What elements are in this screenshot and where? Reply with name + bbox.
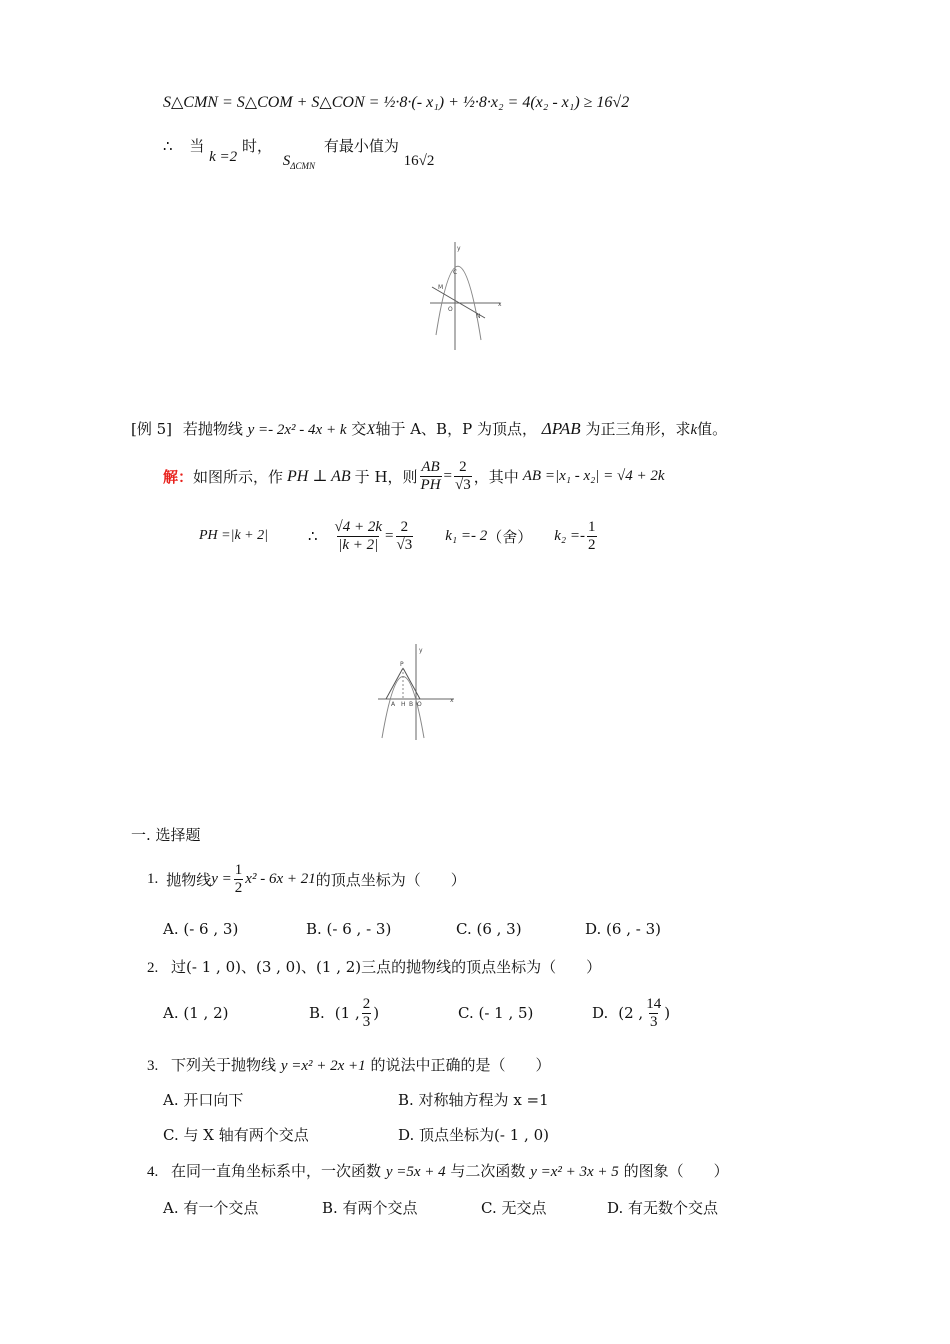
x-axis-label: x — [450, 697, 454, 704]
q3-equation: y =x² + 2x +1 — [280, 1058, 366, 1074]
point-o-label: O — [417, 701, 422, 708]
min-value: 16√2 — [403, 153, 435, 169]
ratio-value: $\frac{2}{√3}$ — [455, 458, 471, 493]
ph-expression: PH =|k + 2| — [199, 528, 268, 543]
q3-option-b[interactable]: B. 对称轴方程为 x =1 — [398, 1091, 549, 1109]
point-a-label: A — [391, 701, 396, 708]
question-number: 2. — [147, 960, 159, 976]
equation-value: $\frac{2}{√3}$ — [396, 518, 413, 553]
therefore-symbol: ∴ — [307, 527, 318, 545]
example-label: [例 5] — [131, 420, 173, 438]
therefore-symbol: ∴ — [163, 137, 173, 155]
figure-parabola-pab — [376, 640, 458, 742]
x-axis-label: x — [498, 301, 502, 308]
ratio-ab-ph: $\frac{AB}{PH}$ — [420, 458, 441, 493]
point-b-label: B — [409, 701, 414, 708]
section-title: 一. 选择题 — [131, 826, 201, 844]
equation-fraction: $\frac{√4 + 2k}{|k + 2|}$ — [334, 518, 383, 553]
k1-solution: k₁ =- 2 — [445, 527, 488, 544]
parabola-equation: y =- 2x² - 4x + k — [247, 422, 347, 438]
question-number: 4. — [147, 1164, 159, 1180]
q2-option-d[interactable]: D. (2 , $\frac{14}{3}$ ) — [592, 995, 671, 1030]
y-axis-label: y — [457, 245, 461, 252]
figure-parabola-cmn — [428, 240, 503, 352]
q3-option-d[interactable]: D. 顶点坐标为(- 1 , 0) — [398, 1126, 549, 1144]
triangle-pab: ΔPAB — [541, 419, 581, 438]
half-fraction: $\frac{1}{2}$ — [234, 861, 243, 896]
when-text: 当 — [189, 137, 205, 155]
point-n-label: N — [476, 313, 481, 320]
q1-option-c[interactable]: C. (6 , 3) — [456, 920, 522, 938]
solution-line-2: PH =|k + 2| ∴ $\frac{√4 + 2k}{|k + 2|}$ = $\frac{2}{√3}$ k₁ =- 2 （舍） k₂ =- $\frac{1}{2}$ — [199, 518, 596, 553]
k1-rejected-note: （舍） — [487, 527, 533, 546]
has-min-text: 有最小值为 — [323, 137, 399, 155]
q3-option-a[interactable]: A. 开口向下 — [163, 1091, 244, 1109]
q4-quadratic-eq: y =x² + 3x + 5 — [530, 1164, 619, 1180]
k-condition: k =2 — [209, 149, 238, 165]
solution-line-1: 解： 如图所示，作 PH ⊥ AB 于 H，则 $\frac{AB}{PH}$ = $\frac{2}{√3}$ ，其中 AB =|x₁ - x₂| = √4 + 2k — [163, 458, 665, 493]
question-number: 3. — [147, 1058, 159, 1074]
q1-option-a[interactable]: A. (- 6 , 3) — [163, 920, 239, 938]
point-p-label: P — [400, 661, 404, 668]
k2-solution: k₂ =- — [554, 527, 585, 544]
q2-option-a[interactable]: A. (1 , 2) — [163, 1004, 229, 1022]
side-pb — [403, 668, 420, 699]
y-axis-label: y — [419, 647, 423, 654]
min-conclusion-line — [163, 135, 435, 171]
q1-option-b[interactable]: B. (- 6 , - 3) — [306, 920, 392, 938]
perpendicular-expr: PH ⊥ AB — [287, 468, 351, 485]
point-o-label: O — [448, 306, 453, 313]
q4-option-a[interactable]: A. 有一个交点 — [163, 1199, 259, 1217]
q1-equation: x² - 6x + 21 — [245, 870, 316, 887]
ab-expression: AB =|x₁ - x₂| = √4 + 2k — [522, 467, 665, 484]
q2-option-b[interactable]: B. (1 , $\frac{2}{3}$ ) — [309, 995, 380, 1030]
q3-option-c[interactable]: C. 与 X 轴有两个交点 — [163, 1126, 309, 1144]
q4-option-d[interactable]: D. 有无数个交点 — [607, 1199, 719, 1217]
q4-option-c[interactable]: C. 无交点 — [481, 1199, 547, 1217]
q2-option-c[interactable]: C. (- 1 , 5) — [458, 1004, 534, 1022]
question-1: 1. 抛物线 y = $\frac{1}{2}$ x² - 6x + 21 的顶点坐标为（ ） — [147, 861, 466, 896]
point-h-label: H — [401, 701, 406, 708]
question-2: 2. 过(- 1 , 0)、(3 , 0)、(1 , 2)三点的抛物线的顶点坐标为（ ） — [147, 958, 602, 976]
s-cmn: $S_{\Delta CMN}$ — [282, 153, 316, 171]
solution-label: 解： — [163, 467, 194, 486]
example5-problem: [例 5] 若抛物线 y =- 2x² - 4x + k 交X轴于 A、B，P 为顶点， ΔPAB 为正三角形，求k值。 — [131, 419, 728, 438]
shi-text: 时， — [241, 137, 272, 155]
k2-value: $\frac{1}{2}$ — [588, 518, 596, 553]
question-4: 4. 在同一直角坐标系中，一次函数 y =5x + 4 与二次函数 y =x² + 3x + 5 的图象（ ） — [147, 1162, 729, 1180]
question-number: 1. — [147, 870, 159, 887]
question-3: 3. 下列关于抛物线 y =x² + 2x +1 的说法中正确的是（ ） — [147, 1056, 551, 1074]
point-m-label: M — [438, 284, 444, 291]
q1-option-d[interactable]: D. (6 , - 3) — [585, 920, 661, 938]
area-formula: S△CMN = S△COM + S△CON = ½·8·(- x₁) + ½·8·x₂ = 4(x₂ - x₁) ≥ 16√2 — [163, 94, 630, 111]
q4-linear-eq: y =5x + 4 — [385, 1164, 446, 1180]
side-pa — [386, 668, 403, 699]
q4-option-b[interactable]: B. 有两个交点 — [322, 1199, 418, 1217]
point-c-label: C — [453, 269, 458, 276]
